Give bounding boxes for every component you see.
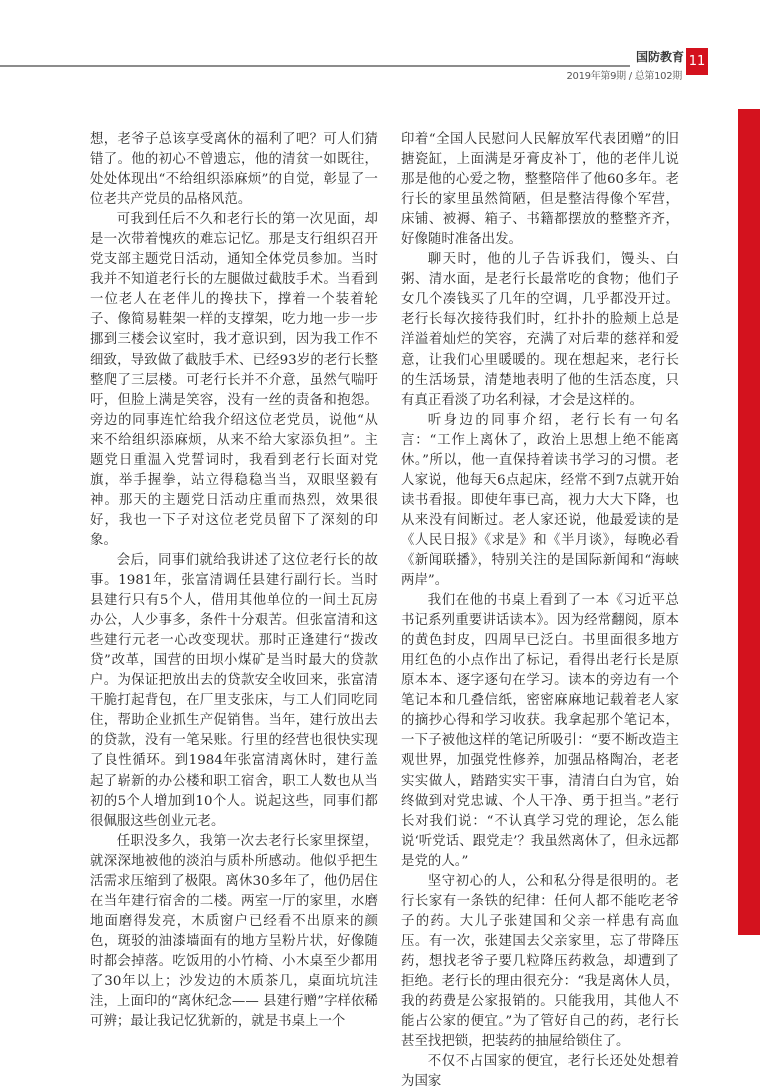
issue-info: 2019年第9期 / 总第102期 (566, 71, 682, 82)
article-right-column (401, 130, 679, 1092)
paragraph: 听身边的同事介绍，老行长有一句名言：“工作上离休了，政治上思想上绝不能离休。”所以，他一直保持着读书学习的习惯。老人家说，他每天6点起床，经常不到7点就开始读书看报。即使年事已高，视力大大下降，也从来没有间断过。老人家还说，他最爱读的是《人民日报》《求是》和《半月谈》，每晚必看《新闻联播》，特别关注的是国际新闻和“海峡两岸”。 (401, 412, 679, 589)
section-title: 国防教育 (635, 50, 684, 64)
paragraph: 坚守初心的人，公和私分得是很明的。老行长家有一条铁的纪律：任何人都不能吃老爷子的药。大儿子张建国和父亲一样患有高血压。有一次，张建国去父亲家里，忘了带降压药，想找老爷子要几粒降压药救急，却遭到了拒绝。老行长的理由很充分：“我是离休人员，我的药费是公家报销的。只能我用，其他人不能占公家的便宜。”为了管好自己的药，老行长甚至找把锁，把装药的抽屉给锁住了。 (401, 873, 679, 1050)
side-accent-bar (738, 109, 760, 935)
paragraph: 会后，同事们就给我讲述了这位老行长的故事。1981年，张富清调任县建行副行长。当时县建行只有5个人，借用其他单位的一间土瓦房办公，人少事多，条件十分艰苦。但张富清和这些建行元老一心改变现状。那时正逢建行“拨改贷”改革，国营的田坝小煤矿是当时最大的贷款户。为保证把放出去的贷款安全收回来，张富清干脆打起背包，在厂里支张床，与工人们同吃同住，帮助企业抓生产促销售。当年，建行放出去的贷款，没有一笔呆账。行里的经营也很快实现了良性循环。到1984年张富清离休时，建行盖起了崭新的办公楼和职工宿舍，职工人数也从当初的5个人增加到10个人。说起这些，同事们都很佩服这些创业元老。 (90, 552, 378, 829)
paragraph: 想，老爷子总该享受离休的福利了吧？可人们猜错了。他的初心不曾遗忘，他的清贫一如既往，处处体现出“不给组织添麻烦”的自觉，彰显了一位老共产党员的品格风范。 (90, 132, 378, 208)
paragraph: 不仅不占国家的便宜，老行长还处处想着为国家 (401, 1054, 679, 1090)
paragraph: 印着“全国人民慰问人民解放军代表团赠”的旧搪瓷缸，上面满是牙膏皮补丁，他的老伴儿说那是他的心爱之物，整整陪伴了他60多年。老行长的家里虽然简陋，但是整洁得像个军营，床铺、被褥、箱子、书籍都摆放的整整齐齐，好像随时准备出发。 (401, 132, 679, 248)
paragraph: 任职没多久，我第一次去老行长家里探望，就深深地被他的淡泊与质朴所感动。他似乎把生活需求压缩到了极限。离休30多年了，他仍居住在当年建行宿舍的二楼。两室一厅的家里，水磨地面磨得发亮，木质窗户已经看不出原来的颜色，斑驳的油漆墙面有的地方呈粉片状，好像随时都会掉落。吃饭用的小竹椅、小木桌至少都用了30年以上；沙发边的木质茶几，桌面坑坑洼洼，上面印的“离休纪念—— 县建行赠”字样依稀可辨；最让我记忆犹新的，就是书桌上一个 (90, 833, 378, 1030)
article-left-column (90, 130, 378, 1032)
page-number: 11 (686, 48, 708, 75)
paragraph: 聊天时，他的儿子告诉我们，馒头、白粥、清水面，是老行长最常吃的食物；他们子女几个凑钱买了几年的空调，几乎都没开过。老行长每次接待我们时，红扑扑的脸颊上总是洋溢着灿烂的笑容，充满了对后辈的慈祥和爱意，让我们心里暖暖的。现在想起来，老行长的生活场景，清楚地表明了他的生活态度，只有真正看淡了功名利禄，才会是这样的。 (401, 252, 679, 408)
paragraph: 我们在他的书桌上看到了一本《习近平总书记系列重要讲话读本》。因为经常翻阅，原本的黄色封皮，四周早已泛白。书里面很多地方用红色的小点作出了标记，看得出老行长是原原本本、逐字逐句在学习。读本的旁边有一个笔记本和几叠信纸，密密麻麻地记载着老人家的摘抄心得和学习收获。我拿起那个笔记本，一下子被他这样的笔记所吸引：“要不断改造主观世界，加强党性修养，加强品格陶冶，老老实实做人，踏踏实实干事，清清白白为官，始终做到对党忠诚、个人干净、勇于担当。”老行长对我们说：“不认真学习党的理论，怎么能说‘听党话、跟党走’？我虽然离休了，但永远都是党的人。” (401, 593, 679, 869)
paragraph: 可我到任后不久和老行长的第一次见面，却是一次带着愧疚的难忘记忆。那是支行组织召开党支部主题党日活动，通知全体党员参加。当时我并不知道老行长的左腿做过截肢手术。当看到一位老人在老伴儿的搀扶下，撑着一个装着轮子、像简易鞋架一样的支撑架，吃力地一步一步挪到三楼会议室时，我才意识到，因为我工作不细致，导致做了截肢手术、已经93岁的老行长整整爬了三层楼。可老行长并不介意，虽然气喘吁吁，但脸上满是笑容，没有一丝的责备和抱怨。旁边的同事连忙给我介绍这位老党员，说他“从来不给组织添麻烦，从来不给大家添负担”。主题党日重温入党誓词时，我看到老行长面对党旗，举手握拳，站立得稳稳当当，双眼坚毅有神。那天的主题党日活动庄重而热烈，效果很好，我也一下子对这位老党员留下了深刻的印象。 (90, 212, 378, 548)
